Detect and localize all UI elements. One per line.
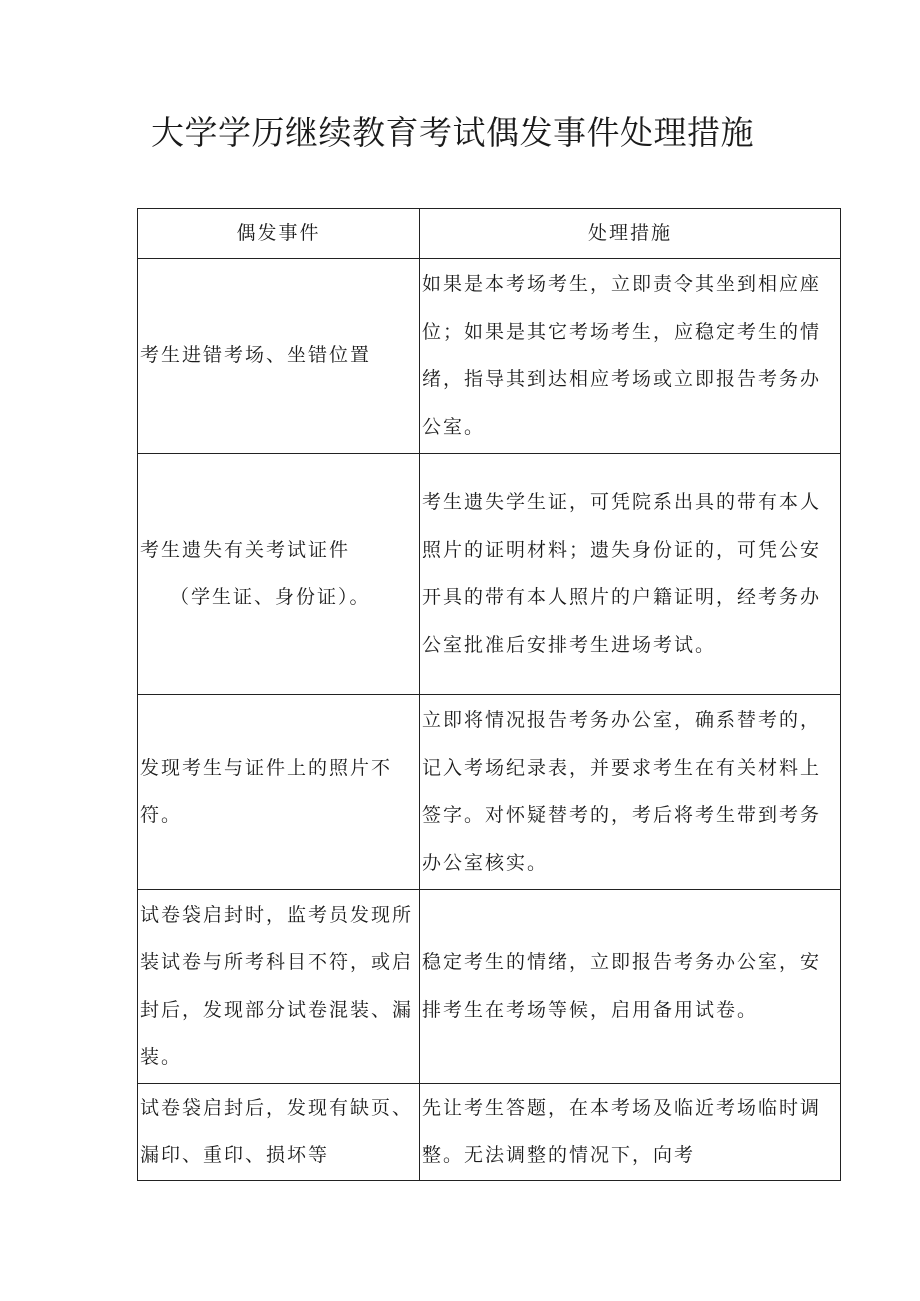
header-measure: 处理措施 [420,209,841,259]
header-event: 偶发事件 [138,209,420,259]
event-line: 考生遗失有关考试证件 [140,538,351,561]
measure-cell: 先让考生答题，在本考场及临近考场临时调整。无法调整的情况下，向考 [420,1084,841,1181]
table-row [138,695,841,890]
table-header-row [138,209,841,259]
event-cell: 试卷袋启封后，发现有缺页、漏印、重印、损坏等 [138,1084,420,1181]
event-cell: 考生进错考场、坐错位置 [138,259,420,454]
table-row [138,890,841,1084]
table-row [138,1084,841,1181]
measure-cell: 如果是本考场考生，立即责令其坐到相应座位；如果是其它考场考生，应稳定考生的情绪，指导其到达相应考场或立即报告考务办公室。 [420,259,841,454]
event-cell: 试卷袋启封时，监考员发现所装试卷与所考科目不符，或启封后，发现部分试卷混装、漏装。 [138,890,420,1084]
table-row [138,259,841,454]
measure-cell: 稳定考生的情绪，立即报告考务办公室，安排考生在考场等候，启用备用试卷。 [420,890,841,1084]
event-cell [138,454,420,695]
measure-cell: 立即将情况报告考务办公室，确系替考的，记入考场纪录表，并要求考生在有关材料上签字。对怀疑替考的，考后将考生带到考务办公室核实。 [420,695,841,890]
table-row [138,454,841,695]
page-title: 大学学历继续教育考试偶发事件处理措施 [151,113,754,152]
event-line: （学生证、身份证）。 [170,586,371,608]
event-cell: 发现考生与证件上的照片不符。 [138,695,420,890]
measure-cell: 考生遗失学生证，可凭院系出具的带有本人照片的证明材料；遗失身份证的，可凭公安开具的带有本人照片的户籍证明，经考务办公室批准后安排考生进场考试。 [420,454,841,695]
incident-table [137,208,841,1181]
